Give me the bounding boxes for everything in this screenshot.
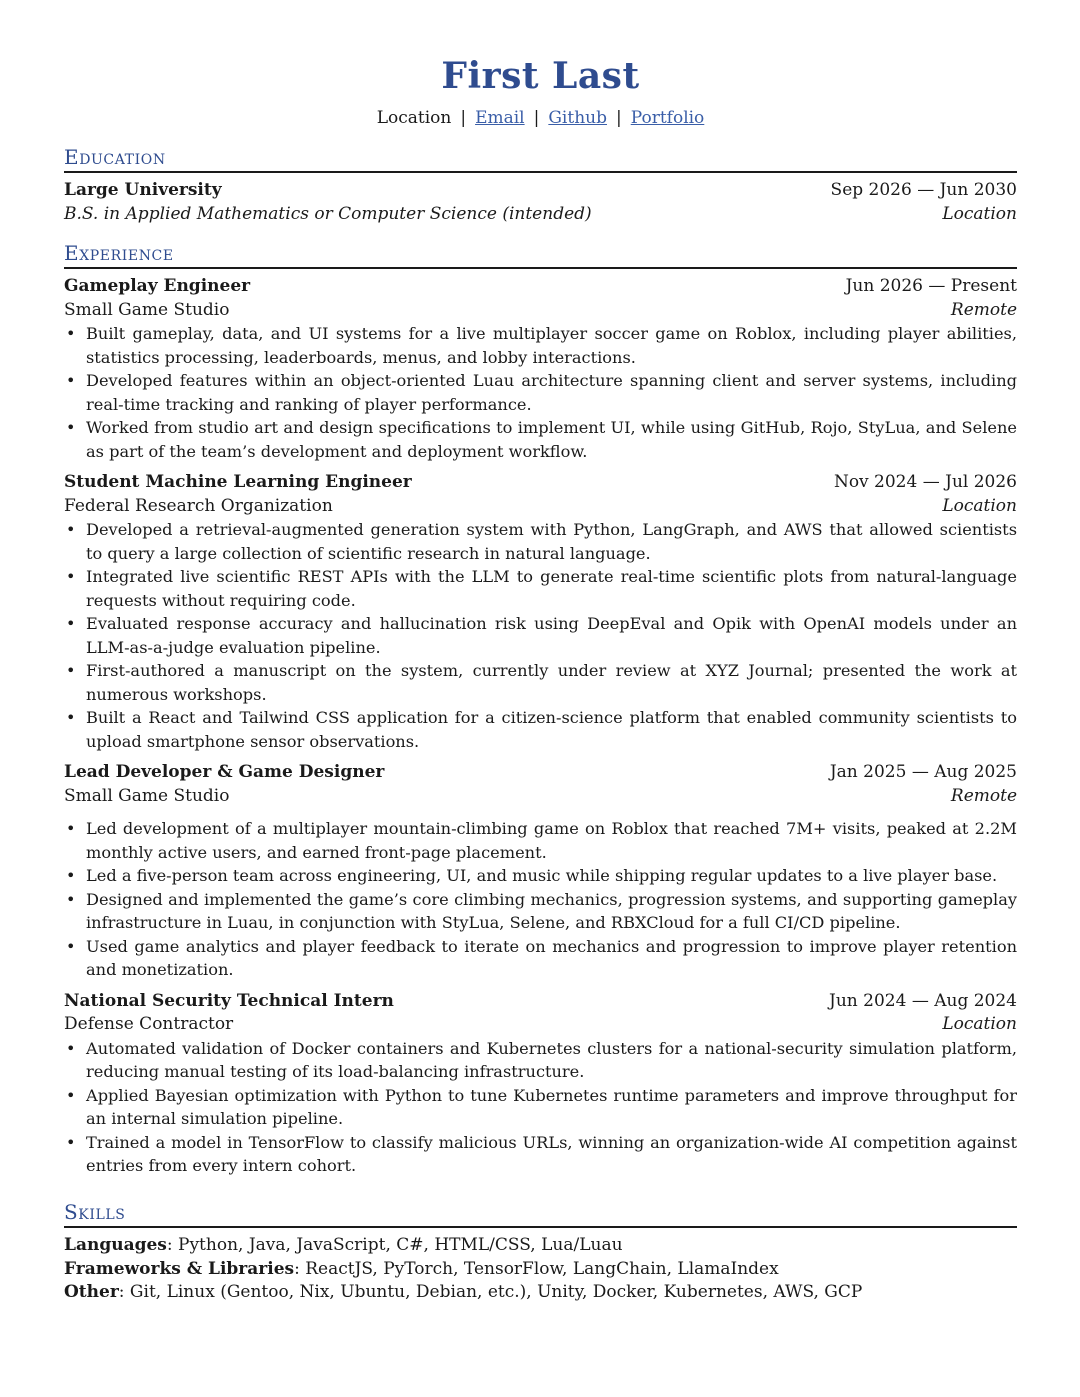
bullet-item: • Led a five-person team across engineering, UI, and music while shipping regular updates to a live player base. — [64, 864, 1017, 888]
job-role: National Security Technical Intern — [64, 990, 394, 1011]
job-entry — [64, 275, 1017, 463]
skills-label: Frameworks & Libraries — [64, 1258, 295, 1279]
job-role: Student Machine Learning Engineer — [64, 472, 412, 492]
job-dates: Nov 2024 — Jul 2026 — [833, 472, 1017, 492]
skills-label: Languages — [64, 1235, 167, 1255]
skills-label: Other — [64, 1282, 119, 1302]
skills-row — [64, 1234, 1017, 1258]
job-org: Federal Research Organization — [64, 495, 333, 516]
bullet-item: • Led development of a multiplayer mountain-climbing game on Roblox that reached 7M+ visits, peaked at 2.2M monthly active users, and earned front-page placement. — [64, 817, 1017, 864]
job-dates: Jun 2024 — Aug 2024 — [829, 990, 1017, 1011]
bullet-item: • Trained a model in TensorFlow to classify malicious URLs, winning an organization-wide AI competition against entries from every intern cohort. — [64, 1131, 1017, 1178]
job-org-row — [64, 495, 1017, 519]
job-org: Defense Contractor — [64, 1014, 234, 1034]
job-bullets — [64, 817, 1017, 982]
job-header-row — [64, 275, 1017, 299]
job-org-row — [64, 299, 1017, 323]
job-org-row — [64, 1013, 1017, 1037]
skills-value: : Python, Java, JavaScript, C#, HTML/CSS, Lua/Luau — [166, 1235, 623, 1255]
bullet-item: • Worked from studio art and design specifications to implement UI, while using GitHub, Rojo, StyLua, and Selene as part of the team’s development and deployment workflow. — [64, 416, 1017, 463]
bullet-item: • Designed and implemented the game’s core climbing mechanics, progression systems, and supporting gameplay infrastructure in Luau, in conjunction with StyLua, Selene, and RBXCloud for a full CI/CD pipeline. — [64, 888, 1017, 935]
section-title-education: Education — [64, 145, 166, 169]
experience-section — [64, 240, 1017, 1178]
job-location: Remote — [950, 299, 1017, 320]
bullet-item: • Built a React and Tailwind CSS application for a citizen-science platform that enabled community scientists to upload smartphone sensor observations. — [64, 706, 1017, 753]
skills-list — [64, 1234, 1017, 1305]
school-name: Large University — [64, 180, 222, 200]
degree: B.S. in Applied Mathematics or Computer Science (intended) — [64, 203, 592, 224]
job-entry — [64, 990, 1017, 1178]
contact-location: Location — [376, 108, 452, 128]
education-section — [64, 144, 1017, 226]
education-location: Location — [942, 203, 1017, 224]
job-bullets — [64, 518, 1017, 753]
job-bullets — [64, 1037, 1017, 1178]
job-dates: Jun 2026 — Present — [845, 276, 1017, 296]
job-header-row — [64, 471, 1017, 495]
bullet-item: • Developed features within an object-oriented Luau architecture spanning client and server systems, including real-time tracking and ranking of player performance. — [64, 369, 1017, 416]
job-dates: Jan 2025 — Aug 2025 — [829, 762, 1017, 782]
skills-section — [64, 1199, 1017, 1305]
contact-separator: | — [533, 108, 540, 128]
bullet-item: • Applied Bayesian optimization with Python to tune Kubernetes runtime parameters and improve throughput for an internal simulation pipeline. — [64, 1084, 1017, 1131]
section-title-skills: Skills — [64, 1200, 126, 1224]
resume-name: First Last — [441, 55, 640, 97]
bullet-item: • Evaluated response accuracy and hallucination risk using DeepEval and Opik with OpenAI models under an LLM-as-a-judge evaluation pipeline. — [64, 612, 1017, 659]
bullet-item: • Used game analytics and player feedback to iterate on mechanics and progression to improve player retention and monetization. — [64, 935, 1017, 982]
job-location: Location — [942, 495, 1017, 516]
job-org: Small Game Studio — [64, 785, 230, 806]
skills-value: : Git, Linux (Gentoo, Nix, Ubuntu, Debian, etc.), Unity, Docker, Kubernetes, AWS, GCP — [118, 1282, 863, 1302]
job-entry — [64, 471, 1017, 753]
education-detail-row — [64, 203, 1017, 227]
email-link[interactable]: Email — [475, 108, 525, 128]
bullet-item: • Automated validation of Docker containers and Kubernetes clusters for a national-security simulation platform, reducing manual testing of its load-balancing infrastructure. — [64, 1037, 1017, 1084]
job-entry — [64, 761, 1017, 982]
education-header-row — [64, 179, 1017, 203]
skills-value: : ReactJS, PyTorch, TensorFlow, LangChain, LlamaIndex — [294, 1258, 779, 1279]
contact-separator: | — [460, 108, 467, 128]
job-org: Small Game Studio — [64, 299, 230, 320]
bullet-item: • First-authored a manuscript on the system, currently under review at XYZ Journal; presented the work at numerous workshops. — [64, 659, 1017, 706]
job-bullets — [64, 322, 1017, 463]
bullet-item: • Built gameplay, data, and UI systems for a live multiplayer soccer game on Roblox, including player abilities, statistics processing, leaderboards, menus, and lobby interactions. — [64, 322, 1017, 369]
portfolio-link[interactable]: Portfolio — [630, 108, 705, 128]
skills-row — [64, 1258, 1017, 1282]
contact-separator: | — [615, 108, 622, 128]
section-title-experience: Experience — [64, 241, 174, 265]
job-header-row — [64, 990, 1017, 1014]
job-location: Location — [942, 1014, 1017, 1034]
github-link[interactable]: Github — [548, 108, 607, 128]
job-role: Lead Developer & Game Designer — [64, 762, 385, 782]
skills-row — [64, 1281, 1017, 1305]
contact-line — [64, 106, 1017, 130]
job-header-row — [64, 761, 1017, 785]
job-location: Remote — [950, 785, 1017, 806]
job-org-row — [64, 785, 1017, 809]
job-role: Gameplay Engineer — [64, 276, 251, 296]
bullet-item: • Integrated live scientific REST APIs with the LLM to generate real-time scientific plots from natural-language requests without requiring code. — [64, 565, 1017, 612]
bullet-item: • Developed a retrieval-augmented generation system with Python, LangGraph, and AWS that allowed scientists to query a large collection of scientific research in natural language. — [64, 518, 1017, 565]
education-dates: Sep 2026 — Jun 2030 — [830, 180, 1017, 200]
